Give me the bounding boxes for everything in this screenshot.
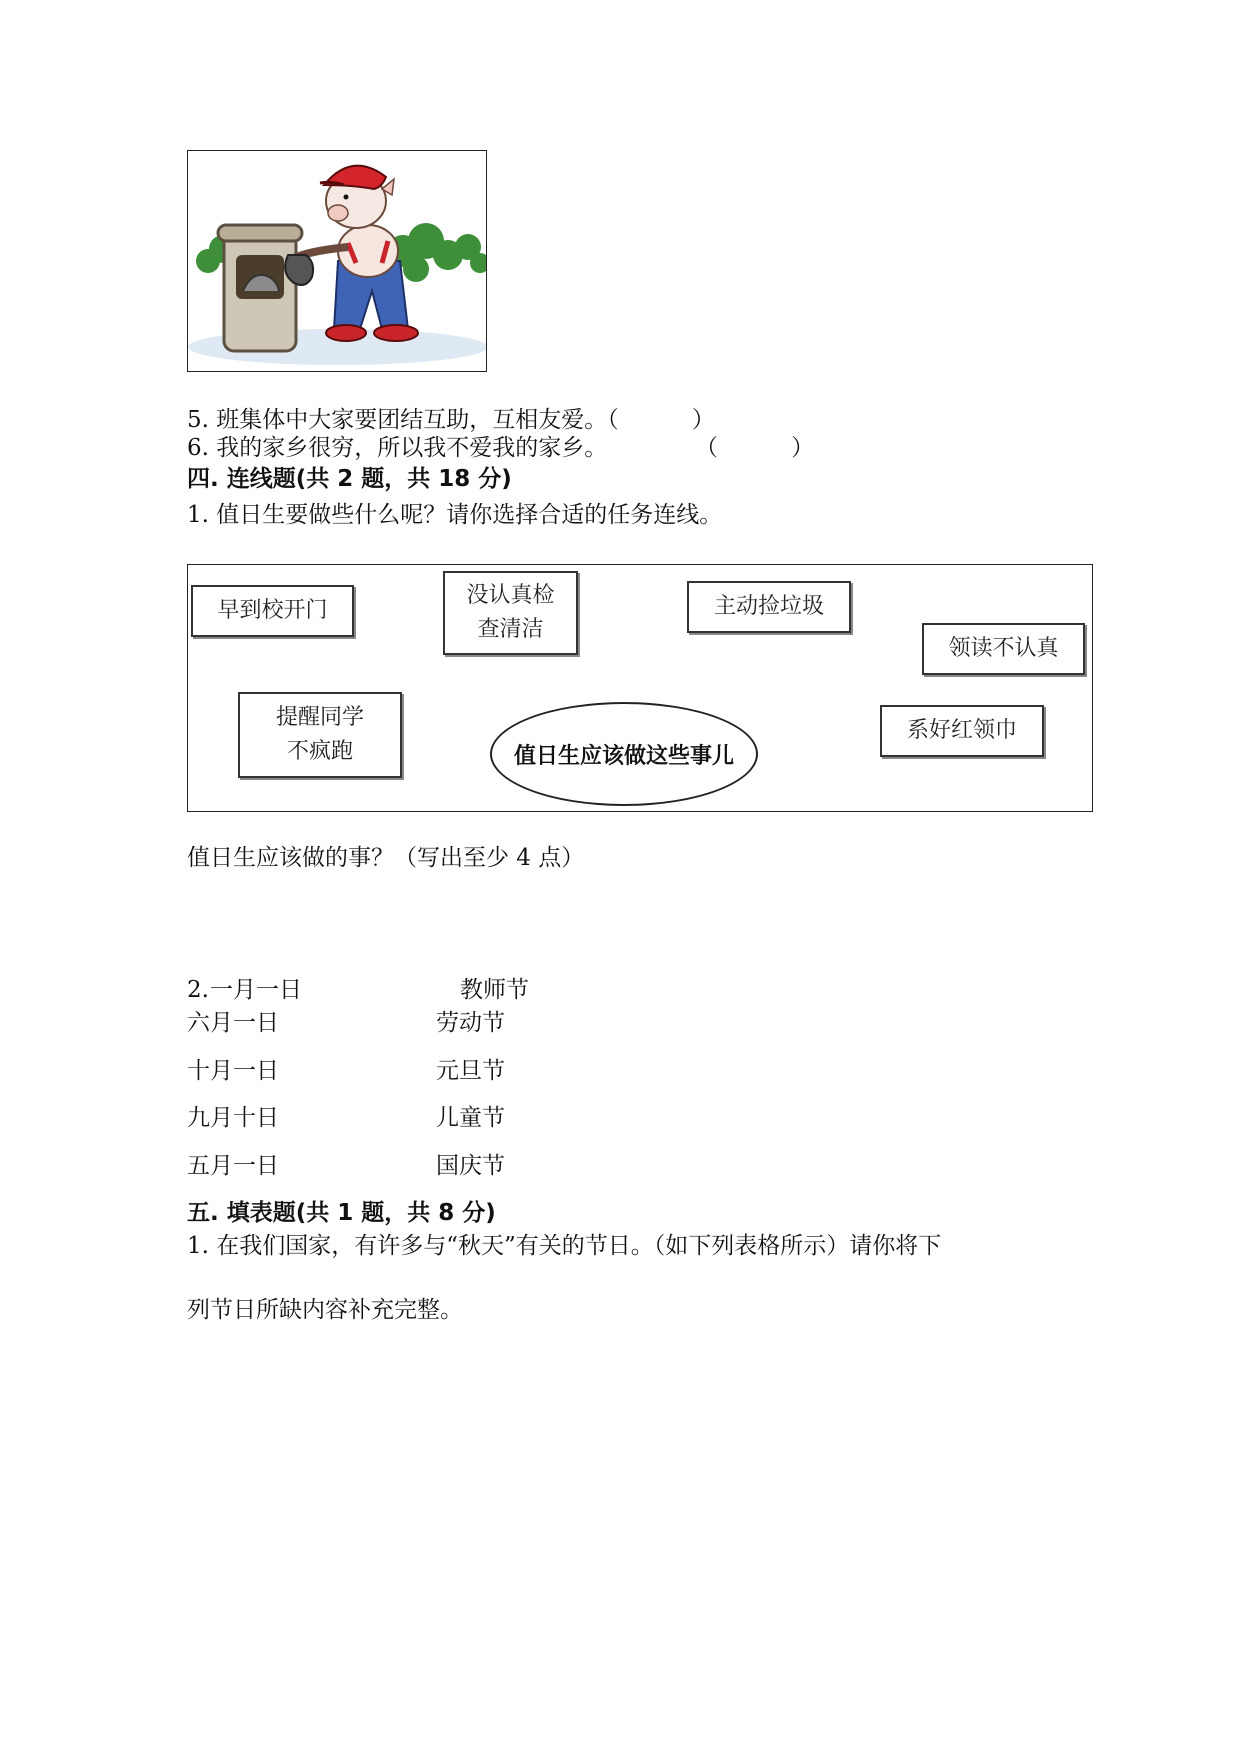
holiday-item: 元旦节 [436, 1058, 505, 1084]
center-oval-duty-student[interactable] [490, 702, 758, 806]
task-box-early-open[interactable] [191, 585, 354, 637]
task-box-careless-reading[interactable] [922, 623, 1085, 675]
task-label: 没认真检 [466, 583, 555, 608]
task-label: 查清洁 [477, 617, 544, 642]
question-2-number: 2. [187, 977, 209, 1003]
trash-bin-icon [218, 225, 302, 351]
judgement-question-5: 5. 班集体中大家要团结互助，互相友爱。（ ） [187, 407, 715, 433]
date-item: 一月一日 [210, 977, 302, 1003]
center-label: 值日生应该做这些事儿 [513, 743, 734, 769]
task-box-red-scarf[interactable] [880, 705, 1044, 757]
holiday-item: 教师节 [460, 977, 529, 1003]
date-item: 十月一日 [187, 1058, 279, 1084]
pig-icon [285, 166, 418, 341]
task-box-pick-trash[interactable] [687, 581, 851, 633]
matching-question-1-prompt: 值日生应该做的事？（写出至少 4 点） [187, 845, 585, 871]
matching-diagram [187, 564, 1093, 812]
judgement-question-6: 6. 我的家乡很穷，所以我不爱我的家乡。 （ ） [187, 435, 815, 461]
holiday-item: 劳动节 [436, 1010, 505, 1036]
task-label: 系好红领巾 [906, 718, 1017, 743]
matching-question-1: 1. 值日生要做些什么呢？请你选择合适的任务连线。 [187, 502, 723, 528]
task-label: 不疯跑 [286, 739, 353, 764]
date-item: 五月一日 [187, 1153, 279, 1179]
holiday-item: 儿童节 [436, 1105, 505, 1131]
date-item: 六月一日 [187, 1010, 279, 1036]
pig-trash-drawing [188, 151, 486, 371]
section-5-heading: 五. 填表题(共 1 题，共 8 分) [187, 1200, 496, 1226]
pig-trash-illustration [187, 150, 487, 372]
holiday-item: 国庆节 [436, 1153, 505, 1179]
task-label: 主动捡垃圾 [713, 594, 824, 619]
task-label: 提醒同学 [275, 705, 364, 730]
task-label: 领读不认真 [948, 636, 1059, 661]
fill-table-question-1-line-2: 列节日所缺内容补充完整。 [187, 1297, 463, 1323]
fill-table-question-1-line-1: 1. 在我们国家，有许多与“秋天”有关的节日。（如下列表格所示）请你将下 [187, 1233, 942, 1259]
task-box-careless-check[interactable] [443, 571, 578, 655]
date-item: 九月十日 [187, 1105, 279, 1131]
section-4-heading: 四. 连线题(共 2 题，共 18 分) [187, 466, 512, 492]
task-box-remind-no-running[interactable] [238, 692, 402, 778]
task-label: 早到校开门 [217, 598, 328, 623]
